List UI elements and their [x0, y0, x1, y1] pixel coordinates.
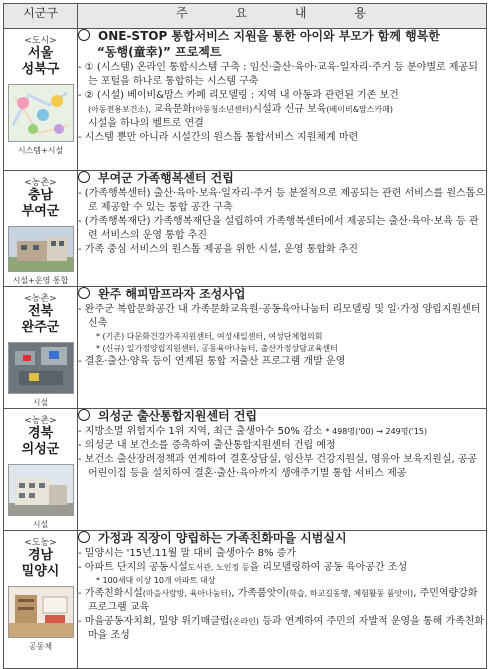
region-city: 의성군 [21, 442, 60, 457]
project-title: 부여군 가족행복센터 건립 [78, 171, 486, 186]
circle-bullet-icon [78, 531, 90, 543]
list-item: - ② (시설) 베이비&맘스 카페 리모델링 : 지역 내 아동과 관련된 기존 보건 [78, 90, 399, 101]
project-title-cont: “동행(童幸)” 프로젝트 [97, 45, 222, 59]
list-item: - 보건소 출산장려정책과 연계하여 결혼상담실, 임산부 건강지원실, 영유아 보육지원실, 공공 어린이집 등을 설치하여 결혼·출산·육아까지 생애주기별 통합 서비스 제공 [78, 454, 478, 479]
list-item: - 의성군 내 보건소를 증축하여 출산통합지원센터 건립 예정 [78, 440, 336, 451]
region-caption: 시설+운영 통합 [12, 276, 69, 285]
list-item: - 가족 중심 서비스의 원스톱 제공을 위한 시설, 운영 통합화 추진 [78, 244, 359, 255]
project-title: ONE-STOP 통합서비스 지원을 통한 아이와 부모가 함께 행복한 [78, 29, 486, 44]
table-row [4, 409, 487, 531]
region-city: 완주군 [21, 320, 60, 335]
content-cell [78, 287, 487, 409]
list-item: - 지방소멸 위험지수 1위 지역, 최근 출생아수 50% 감소 * 498명('00) → 249명('15) [78, 426, 428, 437]
region-tag: <도시> [24, 36, 57, 46]
content-cell [78, 29, 487, 171]
list-item: - 마을공동자치회, 밀양 위기매클럽(온라인) 등과 연계하여 주민의 자발적 운영을 통해 가족친화마을 조성 [78, 616, 485, 641]
list-item: 시설을 하나의 벨트로 연결 [88, 118, 204, 129]
region-tag: <농촌> [24, 294, 57, 304]
content-table [3, 3, 487, 669]
region-province: 전북 [27, 304, 54, 319]
region-cell [4, 531, 78, 669]
project-title: 의성군 출산통합지원센터 건립 [78, 409, 486, 424]
region-caption: 시설 [32, 520, 49, 529]
region-cell [4, 171, 78, 287]
region-province: 경북 [27, 426, 54, 441]
project-title: 완주 해피맘프라자 조성사업 [78, 287, 486, 302]
region-cell [4, 409, 78, 531]
note-item: * (기존) 다문화건강가족지원센터, 여성새일센터, 여성단체협의회 [96, 332, 323, 341]
table-row [4, 287, 487, 409]
list-item: - 가족친화시설(마을사랑방, 육아나눔터), 가족품앗이(학습, 하교길동행, 체험활동 품앗이), 주민역량강화 프로그램 교육 [78, 588, 478, 613]
region-city: 밀양시 [21, 564, 60, 579]
list-item: - ① (시스템) 온라인 통합시스템 구축 : 임신·출산·육아·교육·일자리·주거 등 분야별로 제공되는 포털을 하나로 통합하는 시스템 구축 [78, 62, 478, 87]
list-item: - 결혼·출산·양육 등이 연계된 통합 저출산 프로그램 개발 운영 [78, 356, 346, 367]
content-cell [78, 531, 487, 669]
list-item: - 밀양시는 '15년.11월 말 대비 출생아수 8% 증가 [78, 548, 297, 559]
list-item: - (가족행복센터) 출산·육아·보육·일자리·주거 등 분절적으로 제공되는 관련 서비스를 원스톱으로 제공할 수 있는 통합 공간 구축 [78, 188, 485, 213]
region-cell [4, 287, 78, 409]
region-caption: 공동체 [28, 642, 53, 651]
region-tag: <농촌> [24, 416, 57, 426]
header-region: 시군구 [4, 4, 78, 29]
building-photo [8, 464, 74, 516]
region-cell [4, 29, 78, 171]
table-row [4, 531, 487, 669]
building-photo [8, 226, 74, 272]
list-item: - 아파트 단지의 공동시설도서관, 노인정 등을 리모델링하여 공동 육아공간 조성 [78, 562, 408, 573]
list-item: - 시스템 뿐만 아니라 시설간의 원스톱 통합서비스 지원체계 마련 [78, 132, 359, 143]
list-item: - 완주군 복합문화공간 내 가족문화교육원·공동육아나눔터 리모델링 및 일·가정 양립지원센터 신축 [78, 304, 481, 329]
region-city: 부여군 [21, 204, 60, 219]
circle-bullet-icon [78, 29, 90, 41]
circle-bullet-icon [78, 171, 90, 183]
region-province: 충남 [27, 188, 54, 203]
circle-bullet-icon [78, 409, 90, 421]
circle-bullet-icon [78, 287, 90, 299]
region-city: 성북구 [21, 62, 60, 77]
note-item: * (신규) 일가정양립지원센터, 공동육아나눔터, 출산가정상담교육센터 [96, 344, 338, 353]
region-tag: <농촌> [24, 178, 57, 188]
region-tag: <도농> [24, 538, 57, 548]
region-province: 경남 [27, 548, 54, 563]
region-caption: 시설 [32, 398, 49, 407]
list-item: (아동전용보건소), 교육문화(아동청소년센터)시설과 신규 보육(베이비&맘스카페) [88, 104, 393, 115]
content-cell [78, 409, 487, 531]
region-caption: 시스템+시설 [17, 146, 64, 155]
header-content: 주 요 내 용 [78, 4, 487, 29]
note-item: * 100세대 이상 10개 아파트 대상 [96, 576, 216, 585]
region-province: 서울 [27, 46, 54, 61]
interior-photo [8, 586, 74, 638]
project-title: 가정과 직장이 양립하는 가족친화마을 시범실시 [78, 531, 486, 546]
list-item: - (가족행복재단) 가족행복재단을 설립하여 가족행복센터에서 제공되는 출산·육아·보육 등 관련 서비스의 운영 통합 추진 [78, 216, 479, 241]
content-cell [78, 171, 487, 287]
map-image [8, 84, 74, 142]
table-row [4, 29, 487, 171]
aerial-photo [8, 342, 74, 394]
table-row [4, 171, 487, 287]
